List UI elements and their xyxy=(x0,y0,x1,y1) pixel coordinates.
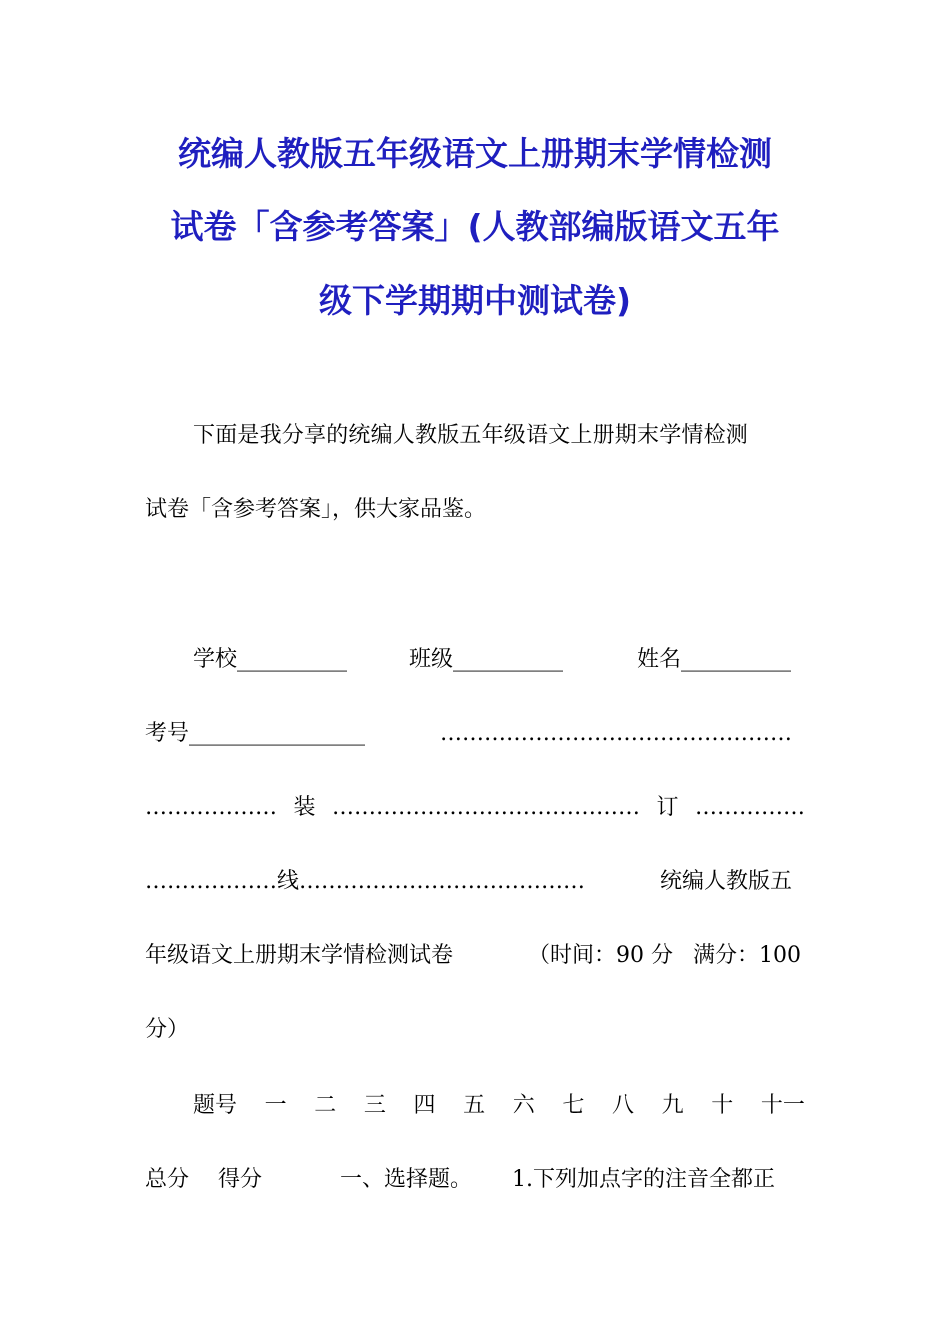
binding-dots-6: ………………………………… xyxy=(299,869,586,894)
score-col-4: 四 xyxy=(413,1093,436,1118)
field-name: 姓名__________ xyxy=(637,647,792,672)
score-col-9: 九 xyxy=(661,1093,684,1118)
title-line-2: 试卷「含参考答案」(人教部编版语文五年 xyxy=(170,207,780,246)
binding-line-xian xyxy=(145,867,585,897)
score-col-3: 三 xyxy=(363,1093,386,1118)
field-class: 班级__________ xyxy=(409,647,564,672)
binding-dots-2: ……………… xyxy=(145,795,277,820)
score-col-6: 六 xyxy=(512,1093,535,1118)
exam-full-score: 满分：100 xyxy=(693,943,801,968)
field-exam-number: 考号________________ xyxy=(145,721,366,746)
exam-title-start: 统编人教版五 xyxy=(660,869,793,894)
exam-time: （时间：90 分 xyxy=(528,943,673,968)
title-line-3: 级下学期期中测试卷) xyxy=(318,281,632,320)
binding-dots-5: ……………… xyxy=(145,869,277,894)
section-heading: 一、选择题。 xyxy=(340,1167,473,1192)
exam-info-closing: 分） xyxy=(145,1017,190,1042)
binding-mark-ding: 订 xyxy=(656,795,679,820)
exam-title-rest: 年级语文上册期末学情检测试卷 xyxy=(145,943,454,968)
title-line-1: 统编人教版五年级语文上册期末学情检测 xyxy=(178,134,772,173)
question-1: 1.下列加点字的注音全都正 xyxy=(512,1167,775,1192)
field-school: 学校__________ xyxy=(193,647,348,672)
intro-line-1: 下面是我分享的统编人教版五年级语文上册期末学情检测 xyxy=(193,423,749,448)
score-total-label: 总分 xyxy=(145,1167,190,1192)
score-table-label: 题号 xyxy=(193,1093,238,1118)
score-label: 得分 xyxy=(218,1167,263,1192)
binding-dots-3: …………………………………… xyxy=(331,795,640,820)
score-col-11: 十一 xyxy=(760,1093,805,1118)
binding-mark-xian: 线 xyxy=(277,869,300,894)
score-col-8: 八 xyxy=(612,1093,635,1118)
binding-dots-4: …………… xyxy=(694,795,805,820)
binding-dots-1: ………………………………………… xyxy=(440,721,792,746)
score-table-header xyxy=(145,1091,805,1121)
score-col-5: 五 xyxy=(463,1093,486,1118)
binding-mark-zhuang: 装 xyxy=(293,795,316,820)
score-col-10: 十 xyxy=(711,1093,734,1118)
binding-line-zhuang-ding xyxy=(145,793,805,823)
intro-line-2: 试卷「含参考答案」，供大家品鉴。 xyxy=(145,497,487,522)
score-col-7: 七 xyxy=(562,1093,585,1118)
score-col-1: 一 xyxy=(264,1093,287,1118)
score-col-2: 二 xyxy=(314,1093,337,1118)
